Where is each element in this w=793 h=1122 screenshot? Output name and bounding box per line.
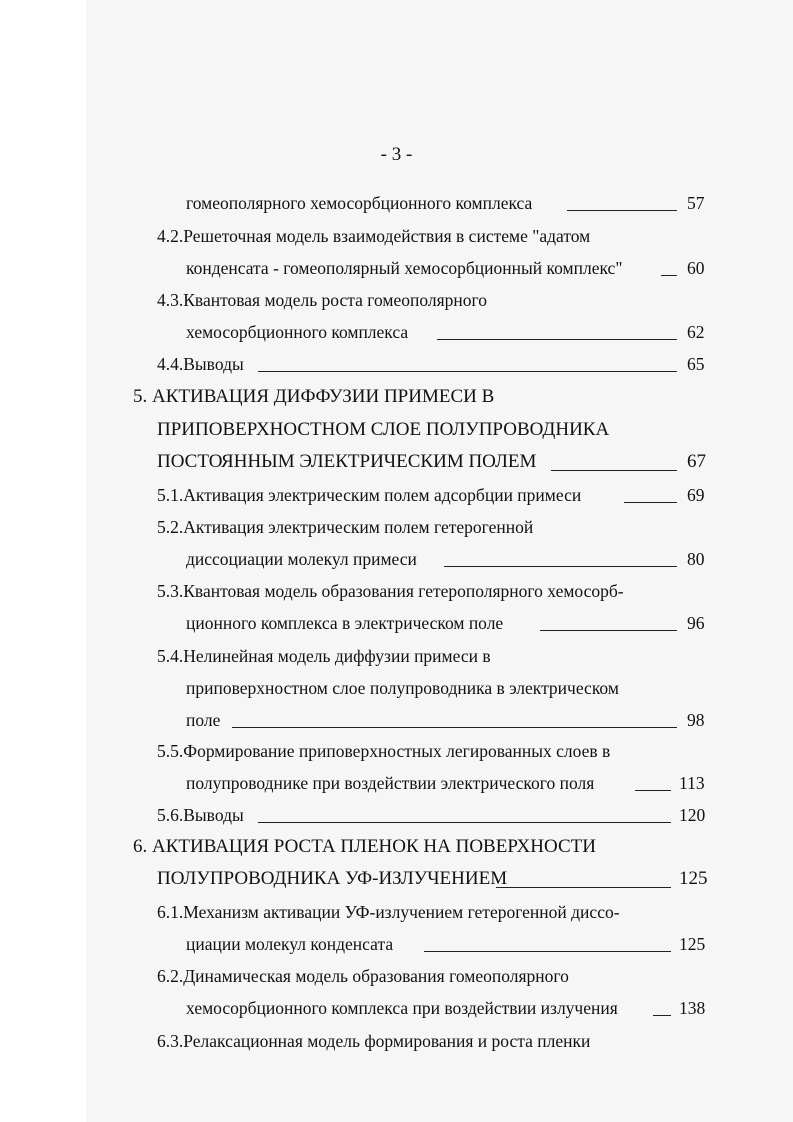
toc-entry-page: 96	[687, 613, 705, 633]
toc-leader	[635, 790, 671, 791]
toc-entry-text: 5.2.Активация электрическим полем гетерогенной	[157, 517, 534, 537]
toc-leader	[444, 566, 677, 567]
toc-chapter-title: ПОЛУПРОВОДНИКА УФ-ИЗЛУЧЕНИЕМ	[157, 868, 508, 889]
toc-entry-page: 69	[687, 485, 705, 505]
toc-entry-page: 62	[687, 322, 705, 342]
toc-entry-text: поле	[186, 710, 221, 730]
toc-entry-page: 57	[687, 193, 705, 213]
toc-entry-text: 5.3.Квантовая модель образования гетерополярного хемосорб-	[157, 581, 624, 601]
toc-entry-text: 6.2.Динамическая модель образования гомеополярного	[157, 966, 569, 986]
toc-entry-page: 120	[679, 805, 706, 825]
toc-entry-page: 65	[687, 354, 705, 374]
toc-leader	[258, 822, 671, 823]
toc-leader	[653, 1015, 671, 1016]
toc-entry-text: 5.5.Формирование приповерхностных легированных слоев в	[157, 741, 611, 761]
toc-chapter-title: ПРИПОВЕРХНОСТНОМ СЛОЕ ПОЛУПРОВОДНИКА	[157, 419, 610, 440]
toc-leader	[551, 470, 677, 471]
toc-entry-page: 60	[687, 258, 705, 278]
toc-leader	[232, 727, 677, 728]
toc-chapter-title: 6. АКТИВАЦИЯ РОСТА ПЛЕНОК НА ПОВЕРХНОСТИ	[133, 836, 596, 857]
toc-entry-text: приповерхностном слое полупроводника в электрическом	[186, 678, 619, 698]
toc-entry-text: 5.6.Выводы	[157, 805, 244, 825]
toc-entry-text: 5.1.Активация электрическим полем адсорбции примеси	[157, 485, 582, 505]
toc-entry-page: 125	[679, 868, 708, 889]
toc-entry-text: конденсата - гомеополярный хемосорбционный комплекс"	[186, 258, 623, 278]
toc-chapter-title: 5. АКТИВАЦИЯ ДИФФУЗИИ ПРИМЕСИ В	[133, 386, 495, 407]
toc-leader	[624, 502, 677, 503]
toc-entry-text: хемосорбционного комплекса	[186, 322, 409, 342]
toc-leader	[567, 210, 677, 211]
toc-entry-text: гомеополярного хемосорбционного комплекса	[186, 193, 533, 213]
toc-leader	[661, 275, 677, 276]
toc-entry-text: 6.3.Релаксационная модель формирования и роста пленки	[157, 1031, 591, 1051]
toc-entry-text: 4.3.Квантовая модель роста гомеополярного	[157, 290, 488, 310]
toc-entry-text: 6.1.Механизм активации УФ-излучением гетерогенной диссо-	[157, 902, 620, 922]
toc-entry-page: 80	[687, 549, 705, 569]
toc-entry-text: хемосорбционного комплекса при воздействии излучения	[186, 998, 618, 1018]
toc-entry-text: 5.4.Нелинейная модель диффузии примеси в	[157, 646, 491, 666]
toc-leader	[424, 951, 671, 952]
toc-leader	[496, 887, 671, 888]
toc-entry-text: 4.2.Решеточная модель взаимодействия в системе "адатом	[157, 226, 591, 246]
toc-entry-text: полупроводнике при воздействии электрического поля	[186, 773, 595, 793]
toc-entry-text: 4.4.Выводы	[157, 354, 244, 374]
page-number: - 3 -	[380, 144, 413, 165]
toc-leader	[258, 371, 677, 372]
toc-leader	[437, 339, 677, 340]
toc-entry-page: 138	[679, 998, 706, 1018]
toc-leader	[540, 630, 677, 631]
toc-entry-text: ционного комплекса в электрическом поле	[186, 613, 504, 633]
toc-entry-page: 113	[679, 773, 705, 793]
toc-entry-text: циации молекул конденсата	[186, 934, 394, 954]
toc-entry-text: диссоциации молекул примеси	[186, 549, 417, 569]
toc-entry-page: 67	[687, 451, 706, 472]
toc-entry-page: 98	[687, 710, 705, 730]
toc-entry-page: 125	[679, 934, 706, 954]
toc-chapter-title: ПОСТОЯННЫМ ЭЛЕКТРИЧЕСКИМ ПОЛЕМ	[157, 451, 537, 472]
